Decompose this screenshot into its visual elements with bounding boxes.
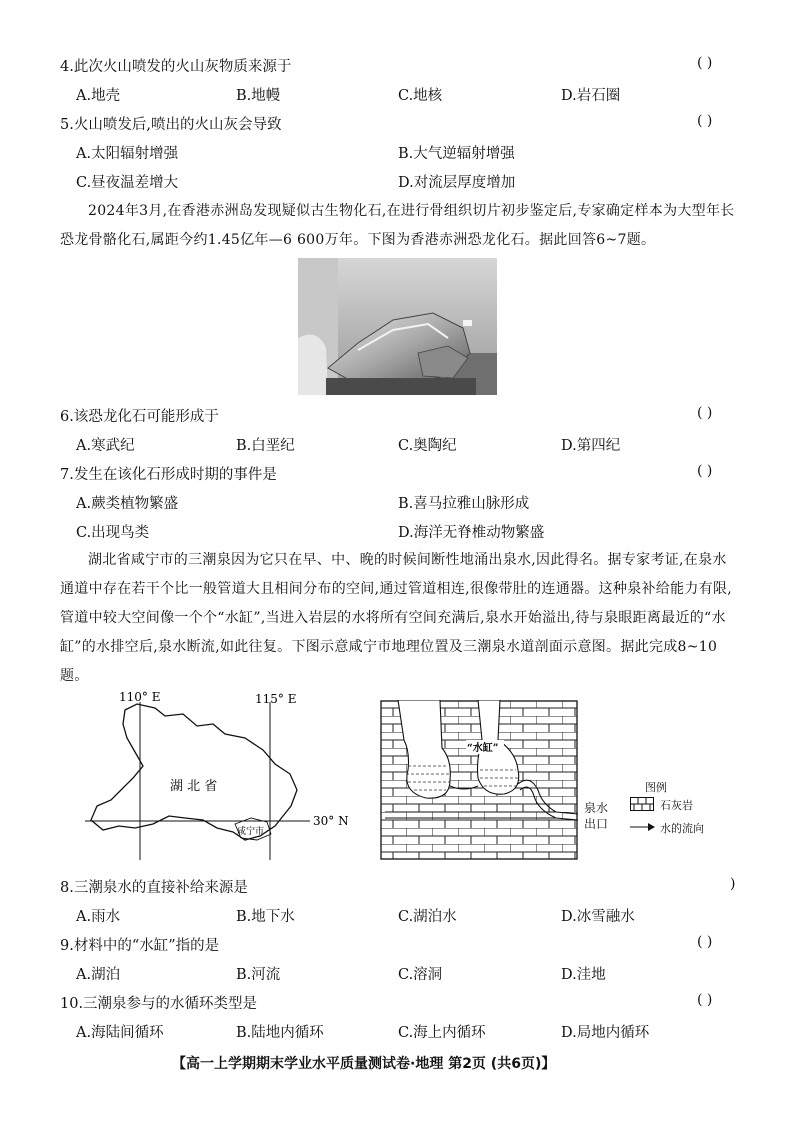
- q7-option-d: D.海洋无脊椎动物繁盛: [398, 525, 545, 541]
- q8-option-a: A.雨水: [76, 909, 121, 925]
- province-label: 湖 北 省: [170, 779, 218, 794]
- q7-option-b: B.喜马拉雅山脉形成: [398, 496, 530, 512]
- q7-stem: 7.发生在该化石形成时期的事件是: [60, 467, 277, 483]
- legend-flow-label: 水的流向: [660, 822, 704, 835]
- q10-option-a: A.海陆间循环: [76, 1025, 164, 1041]
- q8-stem: 8.三潮泉水的直接补给来源是: [60, 880, 248, 896]
- water-vat-label: “水缸”: [467, 743, 499, 754]
- q9-option-d: D.洼地: [561, 967, 606, 983]
- q5-option-b: B.大气逆辐射增强: [398, 146, 515, 162]
- q10-option-d: D.局地内循环: [561, 1025, 650, 1041]
- lon-110-label: 110° E: [119, 690, 161, 704]
- q10-option-b: B.陆地内循环: [236, 1025, 324, 1041]
- page-footer: 【高一上学期期末学业水平质量测试卷·地理 第2页 (共6页)】: [172, 1056, 556, 1072]
- q4-option-c: C.地核: [398, 88, 443, 104]
- q5-option-a: A.太阳辐射增强: [76, 146, 179, 162]
- q9-answer-paren: ( ): [697, 934, 713, 950]
- q5-option-d: D.对流层厚度增加: [398, 175, 516, 191]
- q10-answer-paren: ( ): [697, 992, 713, 1008]
- q6-answer-paren: ( ): [697, 405, 713, 421]
- hubei-location-map: [85, 690, 365, 860]
- q6-option-a: A.寒武纪: [76, 438, 135, 454]
- q5-answer-paren: ( ): [697, 113, 713, 129]
- passage-fossil: 2024年3月,在香港赤洲岛发现疑似古生物化石,在进行骨组织切片初步鉴定后,专家确定样本为大型年长恐龙骨骼化石,属距今约1.45亿年—6 600万年。下图为香港赤洲恐龙化石。据此回答6~7题。: [60, 203, 735, 248]
- q4-option-d: D.岩石圈: [561, 88, 621, 104]
- q6-option-d: D.第四纪: [561, 438, 621, 454]
- lon-115-label: 115° E: [255, 692, 297, 706]
- q9-stem: 9.材料中的“水缸”指的是: [60, 938, 220, 954]
- q6-option-b: B.白垩纪: [236, 438, 295, 454]
- lat-30-label: 30° N: [313, 814, 349, 828]
- q8-answer-paren: ): [730, 876, 736, 892]
- q8-option-c: C.湖泊水: [398, 909, 457, 925]
- q4-stem: 4.此次火山喷发的火山灰物质来源于: [60, 59, 292, 75]
- q7-option-a: A.蕨类植物繁盛: [76, 496, 179, 512]
- q9-option-b: B.河流: [236, 967, 281, 983]
- city-label: 咸宁市: [237, 827, 265, 837]
- q4-option-b: B.地幔: [236, 88, 281, 104]
- dinosaur-fossil-photo: [298, 258, 497, 395]
- spring-outlet-label: 泉水出口: [584, 801, 609, 831]
- q10-stem: 10.三潮泉参与的水循环类型是: [60, 996, 258, 1012]
- fossil-illustration: [298, 258, 497, 395]
- q6-stem: 6.该恐龙化石可能形成于: [60, 409, 219, 425]
- legend-limestone-label: 石灰岩: [660, 799, 693, 812]
- passage-spring: 湖北省咸宁市的三潮泉因为它只在早、中、晚的时候间断性地涌出泉水,因此得名。据专家考证,在泉水通道中存在若干个比一般管道大且相间分布的空间,通过管道相连,很像带肚的连通器。这种泉补给能力有限,管道中较大空间像一个个“水缸”,当进入岩层的水将所有空间充满后,泉水开始溢出,待与泉眼距离最近的“水缸”的水排空后,泉水断流,如此往复。下图示意咸宁市地理位置及三潮泉水道剖面示意图。据此完成8~10题。: [60, 552, 733, 684]
- q5-stem: 5.火山喷发后,喷出的火山灰会导致: [60, 117, 282, 133]
- q9-option-a: A.湖泊: [76, 967, 121, 983]
- spring-channel-section: [380, 700, 580, 863]
- q8-option-d: D.冰雪融水: [561, 909, 635, 925]
- q4-answer-paren: ( ): [697, 55, 713, 71]
- q7-answer-paren: ( ): [697, 463, 713, 479]
- q4-option-a: A.地壳: [76, 88, 121, 104]
- q9-option-c: C.溶洞: [398, 967, 443, 983]
- q5-option-c: C.昼夜温差增大: [76, 175, 179, 191]
- q8-option-b: B.地下水: [236, 909, 295, 925]
- q10-option-c: C.海上内循环: [398, 1025, 486, 1041]
- q6-option-c: C.奥陶纪: [398, 438, 457, 454]
- limestone-legend-swatch: [630, 797, 654, 811]
- flow-arrow-icon: [630, 822, 656, 832]
- q7-option-c: C.出现鸟类: [76, 525, 150, 541]
- hubei-outline: [91, 704, 297, 840]
- legend-title: 图例: [645, 781, 667, 794]
